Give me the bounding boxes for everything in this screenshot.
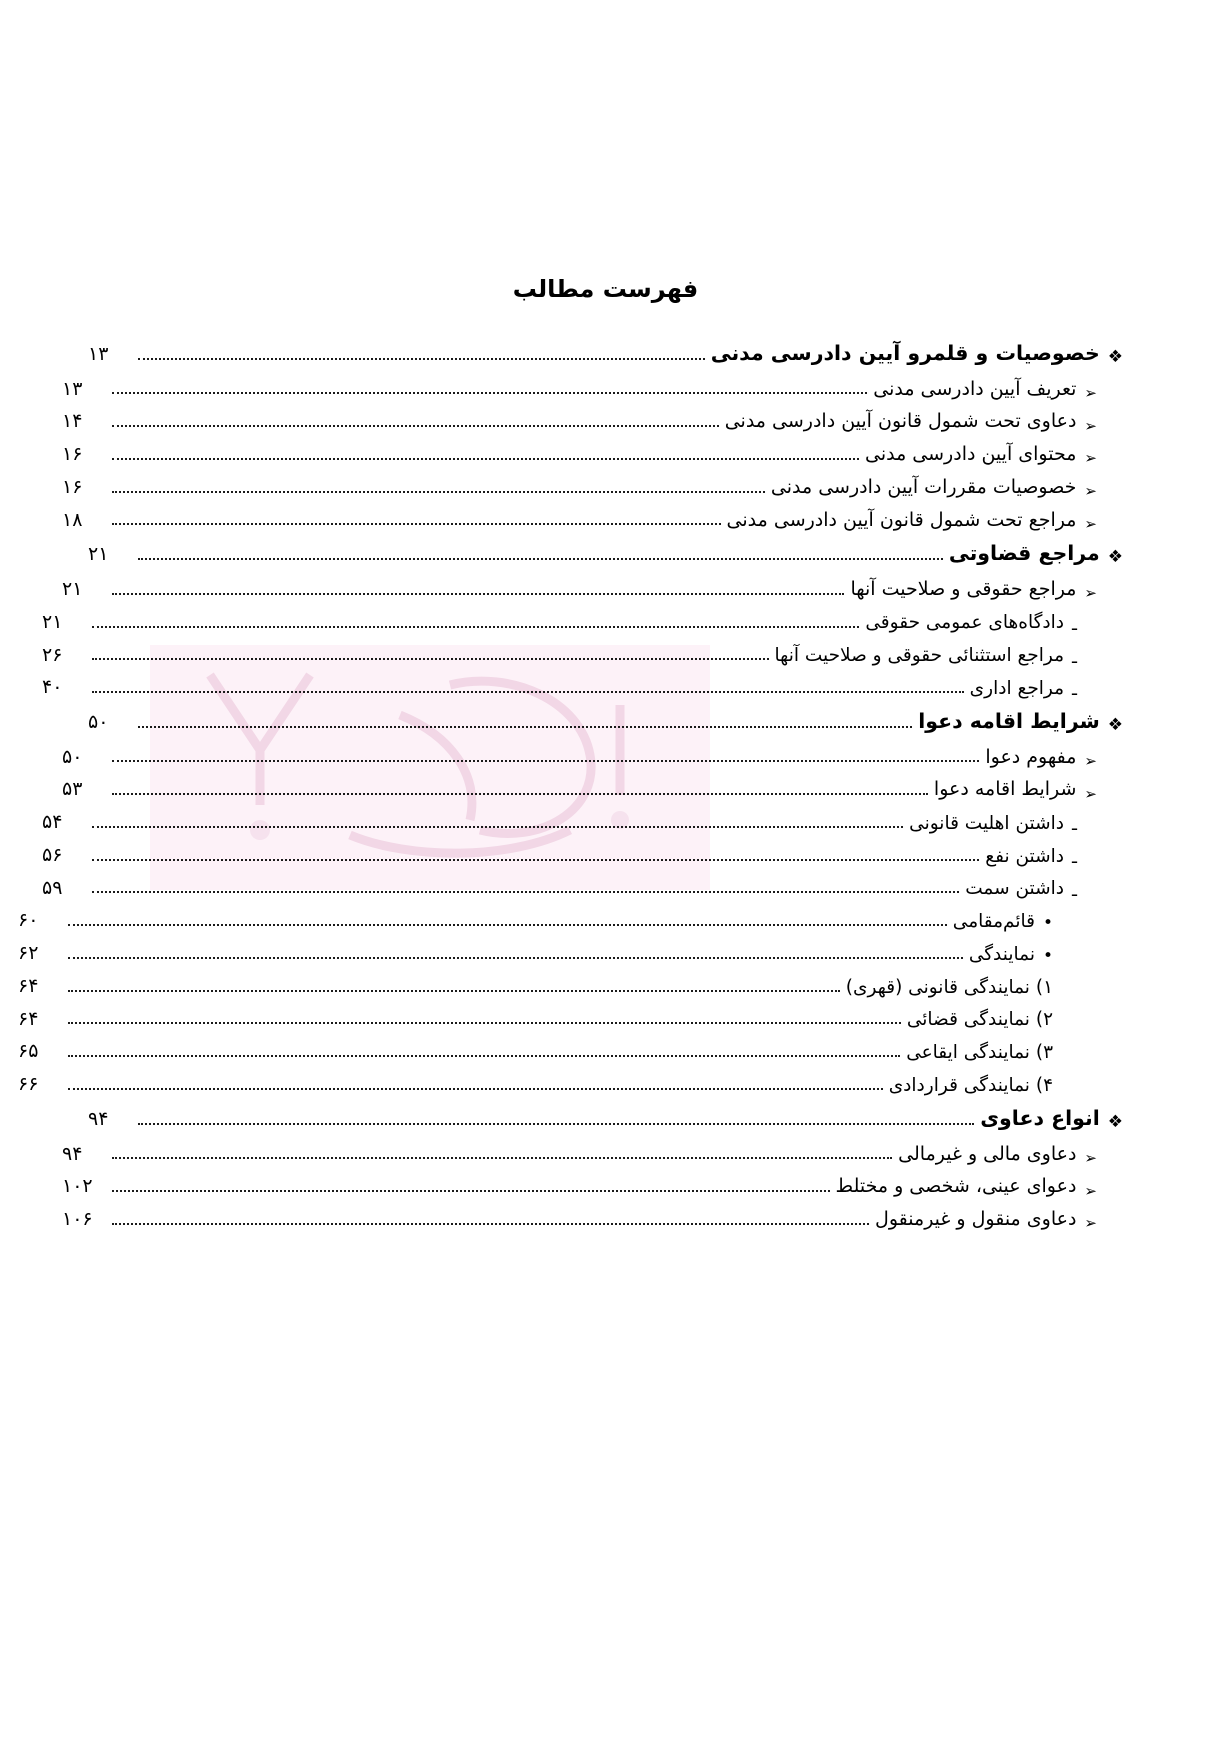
arrow-bullet-icon: ➢ bbox=[1084, 1214, 1097, 1233]
arrow-bullet-icon: ➢ bbox=[1084, 1181, 1097, 1200]
toc-entry-label: مراجع اداری bbox=[969, 677, 1065, 699]
toc-entry[interactable] bbox=[42, 644, 1123, 668]
toc-entry[interactable] bbox=[18, 942, 1123, 966]
toc-entry-label: دعاوی تحت شمول قانون آیین دادرسی مدنی bbox=[724, 410, 1077, 433]
toc-entry-label: ۲) نمایندگی قضائی bbox=[906, 1009, 1053, 1031]
arrow-bullet-icon: ➢ bbox=[1084, 1148, 1097, 1167]
arrow-bullet-icon: ➢ bbox=[1084, 416, 1097, 435]
page-title: فهرست مطالب bbox=[512, 275, 699, 303]
dash-bullet-icon: ـ bbox=[1072, 680, 1077, 701]
toc-entry[interactable] bbox=[62, 578, 1123, 602]
leader-dots bbox=[68, 957, 963, 959]
leader-dots bbox=[68, 990, 840, 992]
toc-entry-page: ۵۴ bbox=[42, 811, 63, 834]
dash-bullet-icon: ـ bbox=[1072, 647, 1077, 668]
toc-entry-page: ۱۳ bbox=[88, 342, 109, 365]
toc-entry-label: ۴) نمایندگی قراردادی bbox=[888, 1074, 1053, 1096]
leader-dots bbox=[112, 760, 979, 762]
leader-dots bbox=[112, 458, 859, 460]
toc-entry[interactable] bbox=[18, 1073, 1123, 1097]
leader-dots bbox=[112, 392, 867, 394]
toc-entry-label: دعاوی مالی و غیرمالی bbox=[898, 1142, 1077, 1165]
leader-dots bbox=[68, 1022, 901, 1024]
arrow-bullet-icon: ➢ bbox=[1084, 514, 1097, 533]
arrow-bullet-icon: ➢ bbox=[1084, 784, 1097, 803]
diamond-bullet-icon: ❖ bbox=[1107, 714, 1123, 735]
toc-entry-label: داشتن نفع bbox=[985, 845, 1065, 867]
leader-dots bbox=[68, 1055, 900, 1057]
toc-entry-page: ۵۰ bbox=[88, 710, 109, 733]
arrow-bullet-icon: ➢ bbox=[1084, 482, 1097, 501]
toc-entry-page: ۵۹ bbox=[42, 876, 63, 899]
toc-entry-label: نمایندگی bbox=[968, 943, 1035, 965]
toc-entry[interactable] bbox=[62, 1175, 1123, 1199]
leader-dots bbox=[92, 626, 859, 628]
arrow-bullet-icon: ➢ bbox=[1084, 584, 1097, 603]
dot-bullet-icon: • bbox=[1042, 946, 1053, 967]
toc-entry-page: ۹۴ bbox=[88, 1107, 109, 1130]
toc-entry-page: ۲۱ bbox=[62, 578, 83, 600]
toc-entry[interactable] bbox=[18, 909, 1123, 933]
toc-entry-label: دعاوی منقول و غیرمنقول bbox=[875, 1208, 1077, 1230]
toc-entry-page: ۱۴ bbox=[62, 410, 83, 433]
toc-entry-label: شرایط اقامه دعوا bbox=[918, 709, 1100, 733]
toc-entry[interactable] bbox=[62, 746, 1123, 770]
toc-entry[interactable] bbox=[18, 975, 1123, 999]
arrow-bullet-icon: ➢ bbox=[1084, 449, 1097, 468]
toc-entry-page: ۲۱ bbox=[88, 543, 109, 566]
toc-entry[interactable] bbox=[62, 509, 1123, 533]
toc-entry[interactable] bbox=[62, 476, 1123, 500]
toc-entry-label: مفهوم دعوا bbox=[985, 745, 1077, 768]
toc-entry[interactable] bbox=[88, 341, 1123, 367]
toc-entry-page: ۶۴ bbox=[18, 974, 39, 997]
toc-entry-label: دعوای عینی، شخصی و مختلط bbox=[835, 1175, 1077, 1198]
toc-entry[interactable] bbox=[62, 410, 1123, 434]
toc-entry-page: ۴۰ bbox=[42, 676, 63, 699]
dot-bullet-icon: • bbox=[1042, 913, 1053, 934]
toc-entry-page: ۹۴ bbox=[62, 1142, 83, 1165]
toc-entry[interactable] bbox=[42, 877, 1123, 901]
leader-dots bbox=[112, 793, 928, 795]
toc-entry-label: شرایط اقامه دعوا bbox=[933, 778, 1077, 801]
dash-bullet-icon: ـ bbox=[1072, 847, 1077, 868]
diamond-bullet-icon: ❖ bbox=[1107, 346, 1123, 367]
toc-entry-label: دادگاه‌های عمومی حقوقی bbox=[865, 612, 1065, 634]
leader-dots bbox=[112, 593, 844, 595]
table-of-contents bbox=[18, 341, 1123, 1233]
dash-bullet-icon: ـ bbox=[1072, 880, 1077, 901]
toc-entry-page: ۶۴ bbox=[18, 1007, 39, 1030]
leader-dots bbox=[68, 1088, 883, 1090]
toc-entry-page: ۱۸ bbox=[62, 508, 83, 531]
leader-dots bbox=[112, 1223, 869, 1225]
arrow-bullet-icon: ➢ bbox=[1084, 383, 1097, 402]
leader-dots bbox=[138, 558, 943, 560]
toc-entry[interactable] bbox=[42, 611, 1123, 635]
toc-entry-label: انواع دعاوی bbox=[980, 1105, 1100, 1130]
leader-dots bbox=[92, 891, 959, 893]
toc-entry-page: ۱۰۲ bbox=[62, 1175, 93, 1198]
toc-entry-label: داشتن اهلیت قانونی bbox=[909, 812, 1065, 834]
toc-entry[interactable] bbox=[62, 443, 1123, 467]
leader-dots bbox=[112, 1190, 830, 1192]
toc-entry-page: ۵۰ bbox=[62, 745, 83, 768]
leader-dots bbox=[92, 859, 979, 861]
toc-entry-label: تعریف آیین دادرسی مدنی bbox=[873, 377, 1077, 400]
toc-entry-page: ۶۵ bbox=[18, 1040, 39, 1063]
toc-entry[interactable] bbox=[88, 709, 1123, 735]
toc-entry[interactable] bbox=[42, 676, 1123, 700]
toc-entry[interactable] bbox=[18, 1008, 1123, 1032]
toc-entry[interactable] bbox=[42, 811, 1123, 835]
toc-entry-label: محتوای آیین دادرسی مدنی bbox=[864, 443, 1077, 466]
toc-entry-page: ۲۱ bbox=[42, 610, 63, 633]
dash-bullet-icon: ـ bbox=[1072, 815, 1077, 836]
toc-entry-page: ۱۶ bbox=[62, 475, 83, 498]
toc-entry-label: خصوصیات و قلمرو آیین دادرسی مدنی bbox=[710, 341, 1100, 365]
toc-entry-label: داشتن سمت bbox=[965, 878, 1065, 900]
leader-dots bbox=[112, 425, 719, 427]
diamond-bullet-icon: ❖ bbox=[1107, 1111, 1123, 1132]
leader-dots bbox=[68, 924, 947, 926]
leader-dots bbox=[138, 726, 912, 728]
toc-entry[interactable] bbox=[62, 778, 1123, 802]
toc-entry-label: ۳) نمایندگی ایقاعی bbox=[906, 1042, 1053, 1063]
toc-entry-page: ۶۲ bbox=[18, 942, 39, 965]
leader-dots bbox=[92, 658, 769, 660]
leader-dots bbox=[112, 491, 765, 493]
toc-entry-page: ۵۶ bbox=[42, 843, 63, 866]
toc-entry-page: ۱۰۶ bbox=[62, 1208, 93, 1230]
toc-entry-label: قائم‌مقامی bbox=[952, 911, 1035, 932]
toc-entry-page: ۱۶ bbox=[62, 443, 83, 466]
toc-entry[interactable] bbox=[88, 541, 1123, 567]
dash-bullet-icon: ـ bbox=[1072, 614, 1077, 635]
toc-entry-label: مراجع تحت شمول قانون آیین دادرسی مدنی bbox=[726, 508, 1077, 531]
leader-dots bbox=[92, 691, 964, 693]
toc-entry-label: مراجع استثنائی حقوقی و صلاحیت آنها bbox=[774, 645, 1065, 667]
toc-entry-label: ۱) نمایندگی قانونی (قهری) bbox=[845, 976, 1053, 998]
toc-entry-page: ۶۰ bbox=[18, 909, 39, 932]
toc-entry[interactable] bbox=[62, 378, 1123, 402]
toc-entry-page: ۶۶ bbox=[18, 1073, 39, 1096]
leader-dots bbox=[138, 358, 705, 360]
leader-dots bbox=[92, 826, 903, 828]
toc-entry-label: مراجع قضاوتی bbox=[948, 541, 1100, 566]
diamond-bullet-icon: ❖ bbox=[1107, 547, 1123, 568]
leader-dots bbox=[112, 523, 721, 525]
toc-entry-page: ۲۶ bbox=[42, 643, 63, 666]
toc-entry[interactable] bbox=[42, 844, 1123, 868]
toc-entry-page: ۵۳ bbox=[62, 778, 83, 801]
arrow-bullet-icon: ➢ bbox=[1084, 751, 1097, 770]
leader-dots bbox=[112, 1157, 892, 1159]
leader-dots bbox=[138, 1123, 974, 1125]
toc-entry[interactable] bbox=[18, 1040, 1123, 1064]
toc-entry[interactable] bbox=[62, 1143, 1123, 1167]
toc-entry[interactable] bbox=[88, 1106, 1123, 1132]
toc-entry-label: مراجع حقوقی و صلاحیت آنها bbox=[850, 578, 1077, 600]
toc-entry-label: خصوصیات مقررات آیین دادرسی مدنی bbox=[770, 475, 1077, 498]
toc-entry-page: ۱۳ bbox=[62, 377, 83, 400]
toc-entry[interactable] bbox=[62, 1208, 1123, 1232]
